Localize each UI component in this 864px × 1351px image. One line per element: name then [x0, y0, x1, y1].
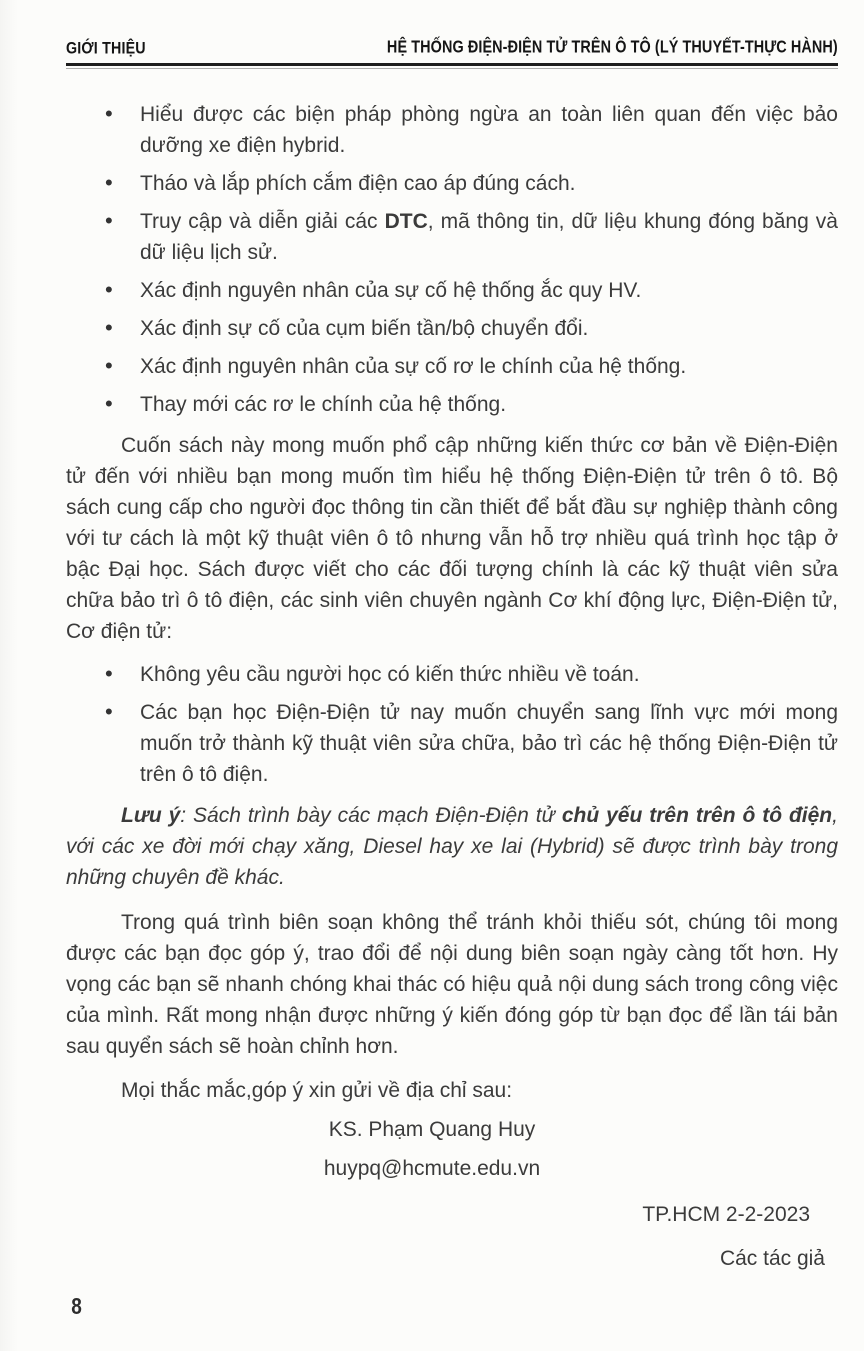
list-item — [66, 313, 838, 344]
closing-paragraph: Trong quá trình biên soạn không thể tránh khỏi thiếu sót, chúng tôi mong được các bạn đọc góp ý, trao đổi để nội dung biên soạn ngày càng tốt hơn. Hy vọng các bạn sẽ nhanh chóng khai thác có hiệu quả nội dung sách trong công việc của mình. Rất mong nhận được những ý kiến đóng góp từ bạn đọc để lần tái bản sau quyển sách sẽ hoàn chỉnh hơn. — [66, 911, 838, 1058]
contact-name: KS. Phạm Quang Huy — [328, 1118, 536, 1141]
note-text-bold: chủ yếu trên trên ô tô điện — [561, 804, 833, 827]
note-paragraph — [66, 800, 838, 893]
item-text: Hiểu được các biện pháp phòng ngừa an toàn liên quan đến việc bảo dưỡng xe điện hybrid. — [140, 103, 838, 157]
item-text: Thay mới các rơ le chính của hệ thống. — [140, 393, 507, 416]
item-text: Không yêu cầu người học có kiến thức nhiều về toán. — [140, 663, 640, 686]
item-text: Xác định sự cố của cụm biến tần/bộ chuyển đổi. — [140, 317, 589, 340]
header-section-title: GIỚI THIỆU — [66, 38, 146, 58]
item-text: Các bạn học Điện-Điện tử nay muốn chuyển sang lĩnh vực mới mong muốn trở thành kỹ thuật viên sửa chữa, bảo trì các hệ thống Điện-Điện tử trên ô tô điện. — [140, 701, 838, 786]
note-text: : Sách trình bày các mạch Điện-Điện tử — [180, 804, 562, 827]
item-text: Tháo và lắp phích cắm điện cao áp đúng cách. — [140, 172, 576, 195]
signature: Các tác giả — [719, 1247, 825, 1270]
item-text: , mã thông tin, dữ liệu khung đóng băng và dữ liệu lịch sử. — [140, 210, 838, 264]
item-text-bold: DTC — [384, 210, 428, 233]
item-text: Xác định nguyên nhân của sự cố rơ le chính của hệ thống. — [140, 355, 687, 378]
audience-list — [66, 659, 838, 790]
page-number: 8 — [71, 1294, 82, 1320]
list-item — [66, 351, 838, 382]
note-text: , với các xe đời mới chạy xăng, Diesel hay xe lai (Hybrid) sẽ được trình bày trong những chuyên đề khác. — [66, 804, 838, 889]
place-date: TP.HCM 2-2-2023 — [642, 1203, 810, 1226]
item-text: Truy cập và diễn giải các — [140, 210, 385, 233]
note-label: Lưu ý — [121, 804, 181, 827]
intro-paragraph: Cuốn sách này mong muốn phổ cập những kiến thức cơ bản về Điện-Điện tử đến với nhiều bạn mong muốn tìm hiểu hệ thống Điện-Điện tử trên ô tô. Bộ sách cung cấp cho người đọc thông tin cần thiết để bắt đầu sự nghiệp thành công với tư cách là một kỹ thuật viên ô tô nhưng vẫn hỗ trợ nhiều quá trình học tập ở bậc Đại học. Sách được viết cho các đối tượng chính là các kỹ thuật viên sửa chữa bảo trì ô tô điện, các sinh viên chuyên ngành Cơ khí động lực, Điện-Điện tử, Cơ điện tử: — [66, 434, 838, 643]
list-item — [66, 168, 838, 199]
list-item — [66, 697, 838, 790]
list-item — [66, 659, 838, 690]
list-item — [66, 389, 838, 420]
list-item — [66, 275, 838, 306]
contact-intro: Mọi thắc mắc,góp ý xin gửi về địa chỉ sau: — [121, 1079, 513, 1102]
running-header — [66, 37, 838, 66]
list-item — [66, 99, 838, 161]
contact-email: huypq@hcmute.edu.vn — [323, 1157, 541, 1180]
objectives-list — [66, 99, 838, 420]
header-book-title: HỆ THỐNG ĐIỆN-ĐIỆN TỬ TRÊN Ô TÔ (LÝ THUYẾT-THỰC HÀNH) — [387, 37, 838, 57]
contact-block — [0, 1114, 864, 1184]
item-text: Xác định nguyên nhân của sự cố hệ thống ắc quy HV. — [140, 279, 642, 302]
list-item — [66, 206, 838, 268]
